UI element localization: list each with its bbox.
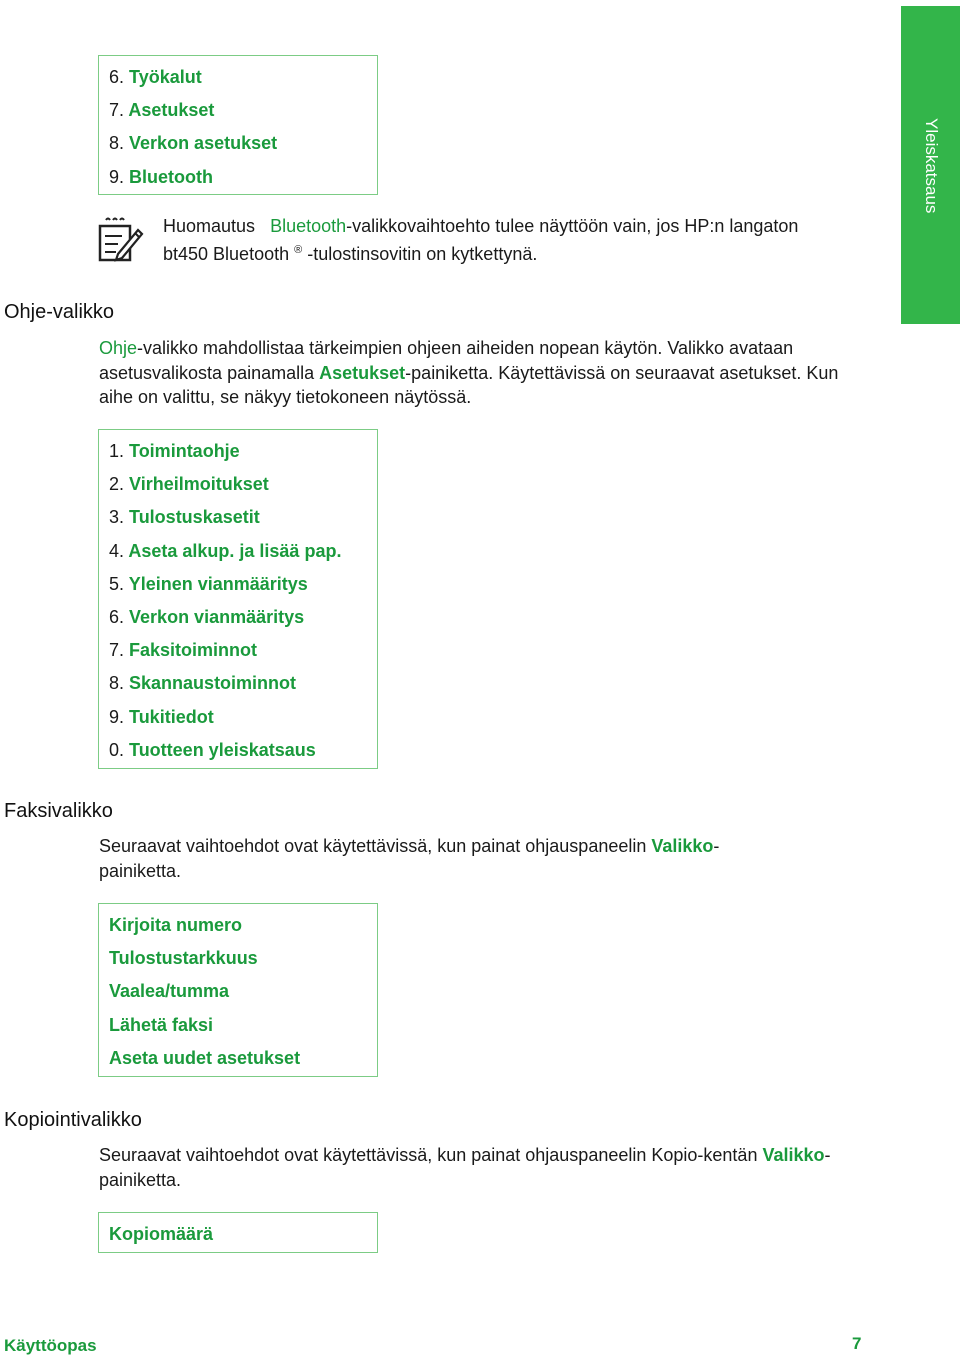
note-highlight: Bluetooth (270, 216, 347, 236)
list-item: 2. Virheilmoitukset (109, 474, 269, 495)
settings-menu-box (98, 55, 378, 195)
list-item: 7. Asetukset (109, 100, 215, 121)
list-item: Tulostustarkkuus (109, 948, 258, 969)
footer-title: Käyttöopas (4, 1336, 97, 1355)
note-pencil-icon (98, 216, 144, 264)
list-item: 6. Työkalut (109, 67, 202, 87)
list-item: 9. Tukitiedot (109, 706, 214, 727)
section-side-tab (901, 6, 960, 324)
list-item: Lähetä faksi (109, 1014, 214, 1035)
copy-menu-paragraph: Seuraavat vaihtoehdot ovat käytettävissä, kun painat ohjauspaneelin Kopio-kentän Valikko-painiketta. (99, 1145, 831, 1190)
list-item: 9. Bluetooth (109, 166, 214, 187)
list-item: 8. Verkon asetukset (109, 133, 278, 154)
fax-menu-heading: Faksivalikko (4, 800, 113, 822)
note-label: Huomautus (163, 216, 256, 236)
list-item: 8. Skannaustoiminnot (109, 673, 297, 694)
list-item: Aseta uudet asetukset (109, 1047, 301, 1068)
note-text: Huomautus Bluetooth-valikkovaihtoehto tulee näyttöön vain, jos HP:n langaton bt450 Bluetooth ® -tulostinsovitin on kytkettynä. (163, 216, 799, 264)
list-item: Vaalea/tumma (109, 981, 230, 1002)
copy-menu-heading: Kopiointivalikko (4, 1109, 142, 1131)
fax-menu-paragraph: Seuraavat vaihtoehdot ovat käytettävissä, kun painat ohjauspaneelin Valikko-painiketta. (99, 836, 720, 881)
list-item: Kopiomäärä (109, 1224, 214, 1244)
help-menu-heading: Ohje-valikko (4, 301, 115, 323)
list-item: Kirjoita numero (109, 915, 243, 935)
copy-menu-box (98, 1212, 378, 1253)
list-item: 7. Faksitoiminnot (109, 640, 258, 661)
page-number: 7 (852, 1334, 862, 1353)
fax-menu-box (98, 903, 378, 1077)
list-item: 4. Aseta alkup. ja lisää pap. (109, 540, 342, 561)
list-item: 3. Tulostuskasetit (109, 507, 260, 528)
list-item: 0. Tuotteen yleiskatsaus (109, 739, 316, 760)
side-tab-label: Yleiskatsaus (922, 118, 941, 214)
help-menu-paragraph: Ohje-valikko mahdollistaa tärkeimpien ohjeen aiheiden nopean käytön. Valikko avataan asetusvalikosta painamalla Asetukset-painiketta. Käytettävissä on seuraavat asetukset. Kun aihe on valittu, se näkyy tietokoneen näytössä. (99, 338, 839, 407)
list-item: 1. Toimintaohje (109, 441, 240, 461)
list-item: 5. Yleinen vianmääritys (109, 573, 308, 594)
list-item: 6. Verkon vianmääritys (109, 606, 305, 627)
help-menu-box (98, 429, 378, 769)
